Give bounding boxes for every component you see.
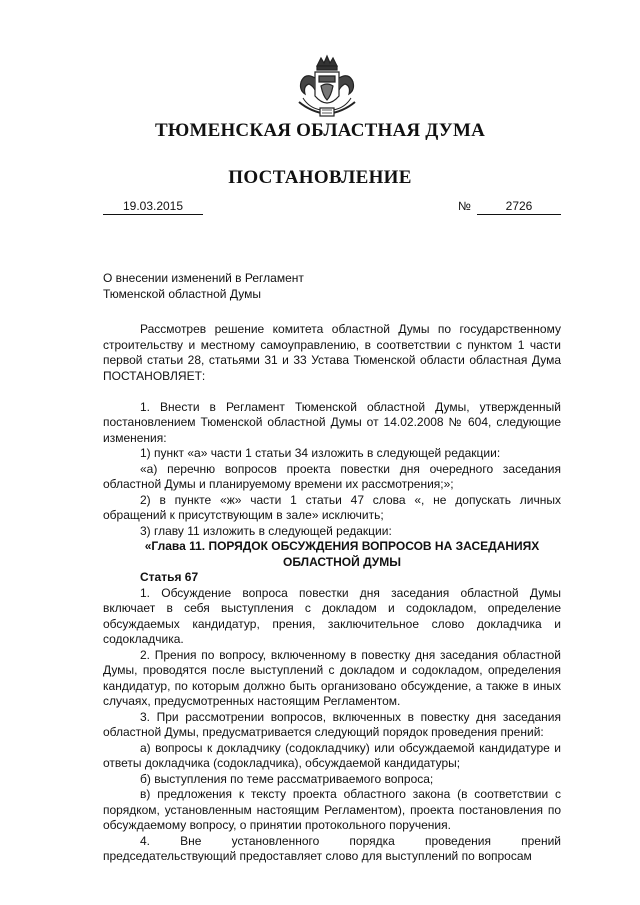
article-paragraph: 4. Вне установленного порядка проведения прений председательствующий предоставляет слово для выступлений по вопросам <box>103 833 561 863</box>
article-paragraph: 2. Прения по вопросу, включенному в повестку дня заседания областной Думы, проводятся после выступлений с докладом и содокладом, определения кандидатур, по которым должно быть организовано обсуждение, а также в иных случаях, предусмотренных настоящим Регламентом. <box>103 647 561 708</box>
document-number: 2726 <box>477 199 561 215</box>
document-type-title: ПОСТАНОВЛЕНИЕ <box>228 167 412 188</box>
document-subject <box>103 270 304 302</box>
article-paragraph: в) предложения к тексту проекта областного закона (в соответствии с порядком, установленным настоящим Регламентом), проекта постановления по обсуждаемому вопросу, о принятии протокольного поручения. <box>103 787 561 832</box>
article-paragraph: б) выступления по теме рассматриваемого вопроса; <box>140 771 434 786</box>
item-paragraph: «а) перечню вопросов проекта повестки дня очередного заседания областной Думы и планируемому времени их рассмотрения;»; <box>103 461 561 491</box>
document-body <box>103 322 561 865</box>
number-sign: № <box>458 199 471 213</box>
item-paragraph: 3) главу 11 изложить в следующей редакции: <box>140 523 392 538</box>
article-paragraph: 3. При рассмотрении вопросов, включенных в повестку дня заседания областной Думы, предусматривается следующий порядок проведения прений: <box>103 709 561 739</box>
item-paragraph: 1. Внести в Регламент Тюменской областной Думы, утвержденный постановлением Тюменской областной Думы от 14.02.2008 № 604, следующие изменения: <box>103 399 561 445</box>
subject-line: О внесении изменений в Регламент <box>103 271 304 285</box>
article-paragraph: а) вопросы к докладчику (содокладчику) или обсуждаемой кандидатуре и ответы докладчика (содокладчика), обсуждаемой кандидатуры; <box>103 740 561 770</box>
organization-title: ТЮМЕНСКАЯ ОБЛАСТНАЯ ДУМА <box>154 120 485 141</box>
chapter-heading: «Глава 11. ПОРЯДОК ОБСУЖДЕНИЯ ВОПРОСОВ НА ЗАСЕДАНИЯХ ОБЛАСТНОЙ ДУМЫ <box>144 539 540 569</box>
article-paragraph: 1. Обсуждение вопроса повестки дня заседания областной Думы включает в себя выступления с докладом и содокладом, определение обсуждаемых кандидатур, прения, заключительное слово докладчика и содокладчика. <box>103 585 561 646</box>
item-paragraph: 1) пункт «а» части 1 статьи 34 изложить в следующей редакции: <box>140 446 501 460</box>
item-paragraph: 2) в пункте «ж» части 1 статьи 47 слова «, не допускать личных обращений к присутствующим в зале» исключить; <box>103 492 561 522</box>
subject-line: Тюменской областной Думы <box>103 287 261 301</box>
coat-of-arms-icon <box>291 52 363 124</box>
preamble-paragraph: Рассмотрев решение комитета областной Думы по государственному строительству и местному самоуправлению, в соответствии с пунктом 1 части первой статьи 28, статьями 31 и 33 Устава Тюменской области областная Дума ПОСТАНОВЛЯЕТ: <box>103 322 561 383</box>
article-title: Статья 67 <box>140 570 199 584</box>
document-date: 19.03.2015 <box>103 199 203 215</box>
